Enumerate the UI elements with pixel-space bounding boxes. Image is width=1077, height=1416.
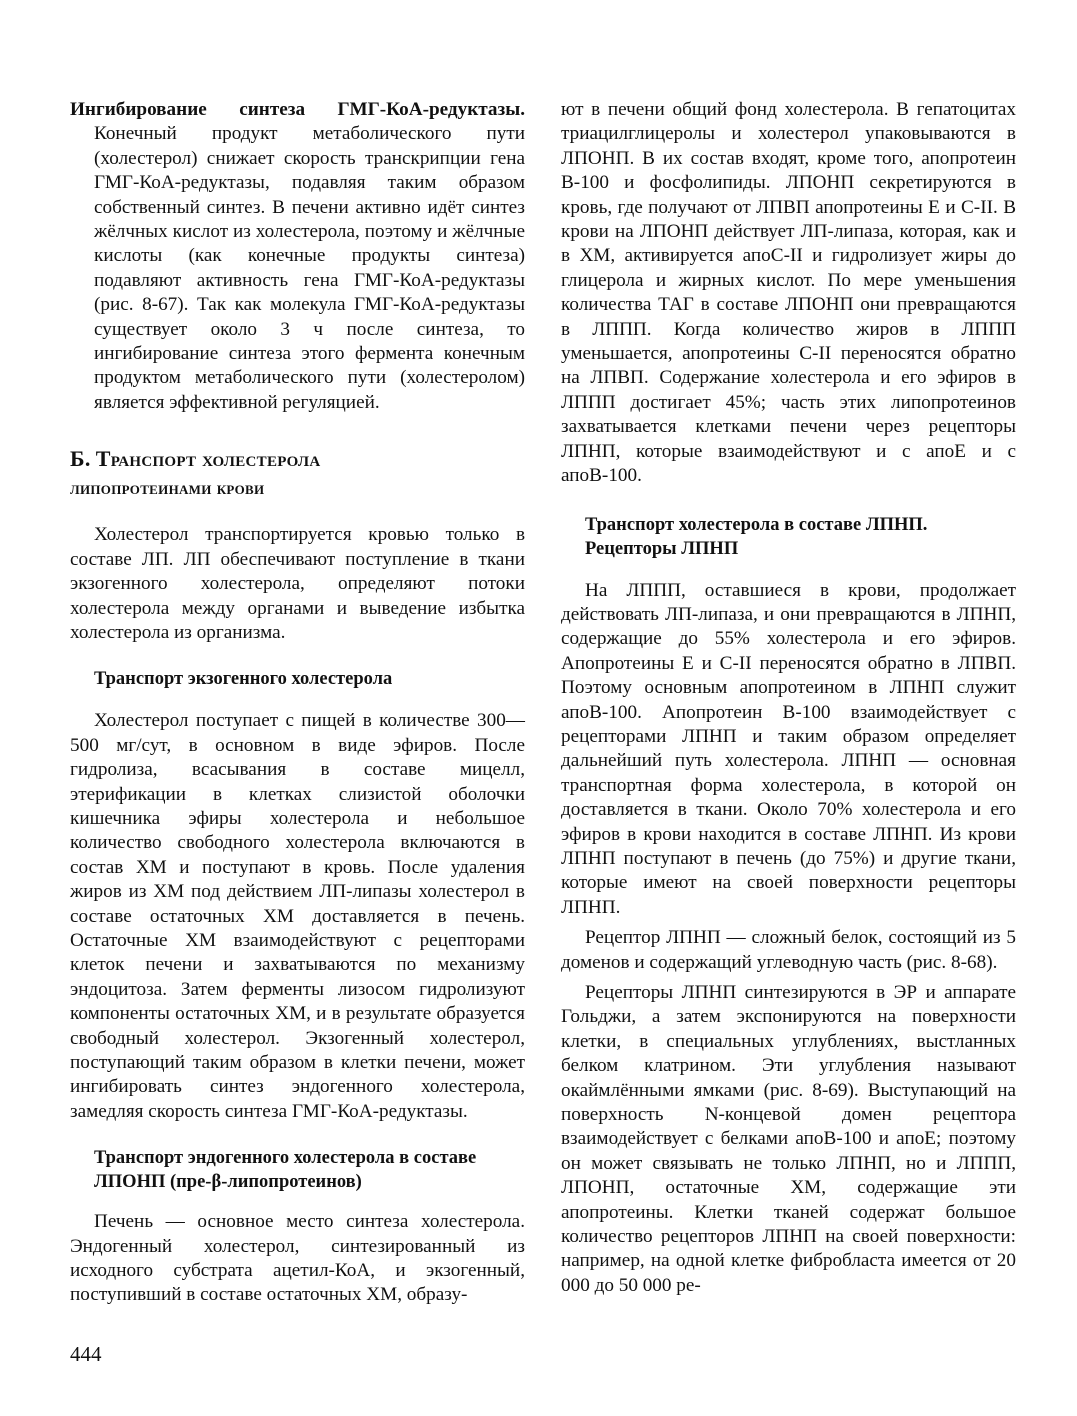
right-column bbox=[561, 98, 1016, 1298]
exogenous-heading: Транспорт экзогенного холестерола bbox=[94, 669, 393, 690]
section-title-line1: Транспорт холестерола bbox=[95, 446, 321, 472]
receptor-paragraph: Рецептор ЛПНП — сложный белок, состоящий из 5 доменов и содержащий углеводную часть (рис. 8-68). bbox=[561, 927, 1016, 973]
continuation-paragraph: ют в печени общий фонд холестерола. В гепатоцитах триацилглицеролы и холестерол упаковываются в ЛПОНП. В их состав входят, кроме того, апопротеин В-100 и фосфолипиды. ЛПОНП секретируются в кровь, где получают от ЛПВП апопротеины Е и С-II. В крови на ЛПОНП действует ЛП-липаза, которая, как и в ХМ, активируется апоС-II и гидролизует жиры до глицерола и жирных кислот. По мере уменьшения количества ТАГ в составе ЛПОНП они превращаются в ЛППП. Когда количество жиров в ЛППП уменьшается, апопротеины С-II переносятся обратно на ЛПВП. Содержание холестерола и его эфиров в ЛППП достигает 45%; часть этих липопротеинов захватывается клетками печени через рецепторы ЛПНП, которые взаимодействуют и с апоЕ и с апоВ-100. bbox=[561, 99, 1016, 487]
ldl-paragraph: На ЛППП, оставшиеся в крови, продолжает действовать ЛП-липаза, и они превращаются в ЛПНП, содержащие до 55% холестерола и его эфиров. Апопротеины Е и С-II переносятся обратно в ЛПВП. Поэтому основным апопротеином в ЛПНП служит апоВ-100. Апопротеин В-100 взаимодействует с рецепторами ЛПНП и таким образом определяет дальнейший путь холестерола. ЛПНП — основная транспортная форма холестерола, в которой он доставляется в ткани. Около 70% холестерола и его эфиров в крови находится в составе ЛПНП. Из крови ЛПНП поступают в печень (до 75%) и другие ткани, которые имеют на своей поверхности рецепторы ЛПНП. bbox=[561, 579, 1016, 918]
left-column bbox=[70, 98, 525, 1308]
section-title bbox=[70, 445, 525, 475]
exogenous-paragraph: Холестерол поступает с пищей в количестве 300—500 мг/сут, в основном в виде эфиров. После гидролиза, всасывания в составе мицелл, этерификации в клетках слизистой оболочки кишечника эфиры холестерола и небольшое количество свободного холестерола включаются в состав ХМ и поступают в кровь. После удаления жиров из ХМ под действием ЛП-липазы холестерол в составе остаточных ХМ доставляется в печень. Остаточные ХМ взаимодействуют с рецепторами клеток печени и захватываются по механизму эндоцитоза. Затем ферменты лизосом гидролизуют компоненты остаточных ХМ, и в результате образуется свободный холестерол. Экзогенный холестерол, поступающий таким образом в клетки печени, может ингибировать синтез эндогенного холестерола, замедляя скорость синтеза ГМГ-КоА-редуктазы. bbox=[70, 710, 525, 1122]
section-letter: Б. bbox=[70, 446, 91, 472]
section-title-line2: липопротеинами крови bbox=[70, 478, 265, 500]
inhibition-paragraph bbox=[70, 98, 525, 415]
ldl-heading-line2: Рецепторы ЛПНП bbox=[585, 538, 739, 559]
endogenous-heading-line2: ЛПОНП (пре-β-липопротеинов) bbox=[94, 1172, 362, 1193]
inhibition-text: Конечный продукт метаболического пути (холестерол) снижает скорость транскрипции гена ГМГ-КоА-редуктазы, подавляя таким образом собственный синтез. В печени активно идёт синтез жёлчных кислот из холестерола, поэтому и жёлчные кислоты (как конечные продукты синтеза) подавляют активность гена ГМГ-КоА-редуктазы (рис. 8-67). Так как молекула ГМГ-КоА-редуктазы существует около 3 ч после синтеза, то ингибирование синтеза этого фермента конечным продуктом метаболического пути (холестеролом) является эффективной регуляцией. bbox=[94, 123, 525, 413]
endogenous-heading-line1: Транспорт эндогенного холестерола в составе bbox=[94, 1148, 477, 1169]
endogenous-paragraph: Печень — основное место синтеза холестерола. Эндогенный холестерол, синтезированный из исходного субстрата ацетил-КоА, и экзогенный, поступивший в составе остаточных ХМ, образу- bbox=[70, 1211, 525, 1306]
ldl-heading-line1: Транспорт холестерола в составе ЛПНП. bbox=[585, 514, 928, 535]
page-number: 444 bbox=[70, 1342, 102, 1366]
inhibition-heading: Ингибирование синтеза ГМГ-КоА-редуктазы. bbox=[70, 99, 525, 120]
receptors-synthesis-paragraph: Рецепторы ЛПНП синтезируются в ЭР и аппарате Гольджи, а затем экспонируются на поверхности клетки, в специальных углублениях, выстланных белком клатрином. Эти углубления называют окаймлёнными ямками (рис. 8-69). Выступающий на поверхность N-концевой домен рецептора взаимодействует с белками апоВ-100 и апоЕ; поэтому он может связывать не только ЛПНП, но и ЛППП, ЛПОНП, остаточные ХМ, содержащие эти апопротеины. Клетки тканей содержат большое количество рецепторов ЛПНП на своей поверхности: например, на одной клетке фибробласта имеется от 20 000 до 50 000 ре- bbox=[561, 982, 1016, 1296]
section-intro-paragraph: Холестерол транспортируется кровью только в составе ЛП. ЛП обеспечивают поступление в ткани экзогенного холестерола, определяют потоки холестерола между органами и выведение избытка холестерола из организма. bbox=[70, 524, 525, 643]
